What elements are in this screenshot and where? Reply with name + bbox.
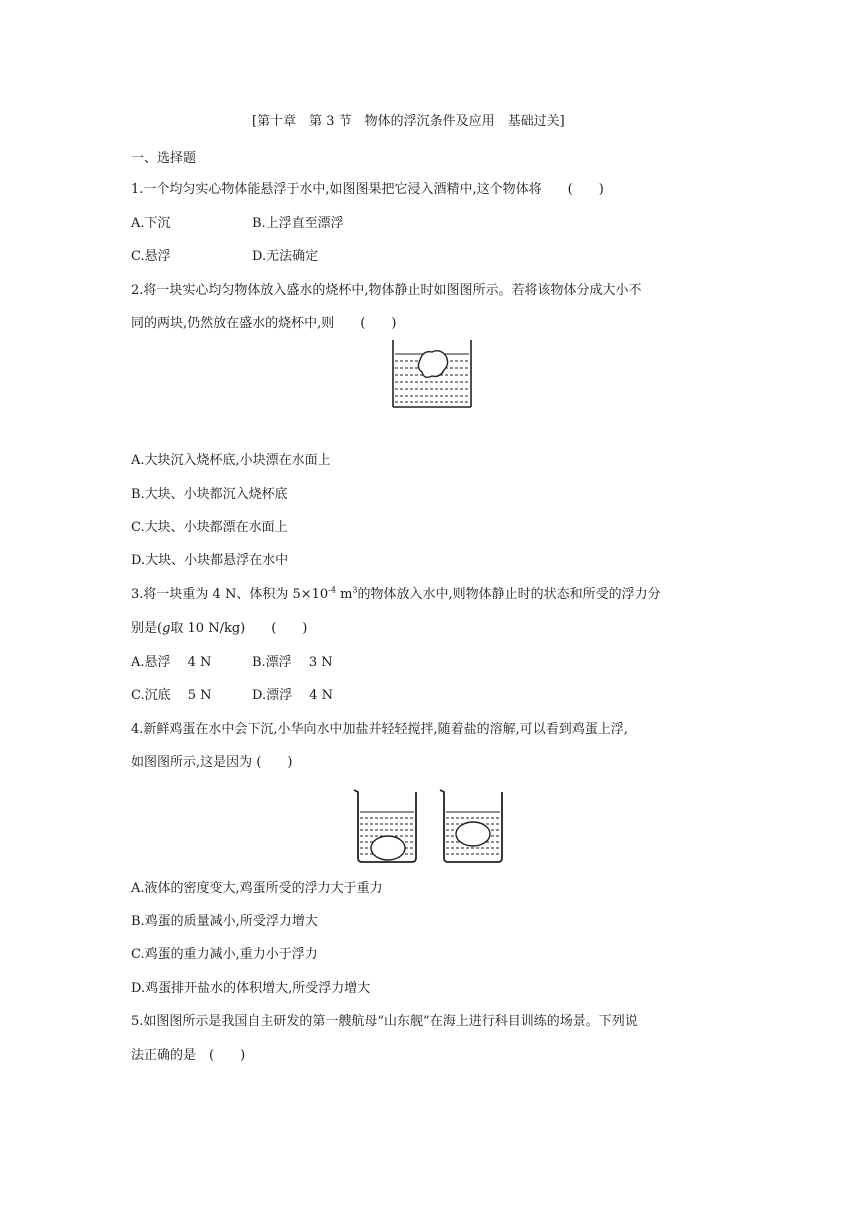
q1-option-d: D.无法确定 (252, 249, 319, 264)
q1-option-b: B.上浮直至漂浮 (252, 216, 344, 231)
q3-option-c: C.沉底 5 N (131, 688, 212, 703)
q3-stem-text-end: 的物体放入水中,则物体静止时的状态和所受的浮力分 (357, 587, 661, 602)
q3-option-b: B.漂浮 3 N (252, 655, 333, 670)
q2-option-d: D.大块、小块都悬浮在水中 (131, 553, 289, 568)
q4-stem-line1: 4.新鲜鸡蛋在水中会下沉,小华向水中加盐并轻轻搅拌,随着盐的溶解,可以看到鸡蛋上浮, (131, 722, 628, 737)
q3-line2-end: 取 10 N/kg) ( ) (170, 621, 308, 636)
q3-option-d: D.漂浮 4 N (252, 688, 334, 703)
q3-exponent: -4 (328, 585, 336, 595)
section-title: [第十章 第 3 节 物体的浮沉条件及应用 基础过关] (252, 114, 565, 129)
q1-option-a: A.下沉 (131, 216, 171, 231)
section-heading: 一、选择题 (131, 151, 197, 166)
q3-unit-exponent: 3 (352, 585, 358, 595)
q1-stem: 1.一个均匀实心物体能悬浮于水中,如图图果把它浸入酒精中,这个物体将 ( ) (131, 182, 604, 197)
q2-option-b: B.大块、小块都沉入烧杯底 (131, 487, 288, 502)
q5-stem-line2: 法正确的是 ( ) (131, 1048, 246, 1063)
q4-option-b: B.鸡蛋的质量减小,所受浮力增大 (131, 914, 318, 929)
q3-stem-line2 (131, 620, 307, 638)
q2-stem-line1: 2.将一块实心均匀物体放入盛水的烧杯中,物体静止时如图图所示。若将该物体分成大小不 (131, 283, 642, 298)
q5-stem-line1: 5.如图图所示是我国自主研发的第一艘航母“山东舰”在海上进行科目训练的场景。下列说 (131, 1014, 638, 1029)
beaker-figure-q2 (390, 338, 474, 410)
q3-stem-line1 (131, 586, 661, 604)
q3-stem-text: 3.将一块重为 4 N、体积为 5×10 (131, 587, 329, 602)
q4-option-c: C.鸡蛋的重力减小,重力小于浮力 (131, 947, 318, 962)
q2-option-a: A.大块沉入烧杯底,小块漂在水面上 (131, 453, 331, 468)
q1-option-c: C.悬浮 (131, 249, 171, 264)
q3-line2-start: 别是( (131, 621, 163, 636)
q4-option-d: D.鸡蛋排开盐水的体积增大,所受浮力增大 (131, 981, 371, 996)
q2-stem-line2: 同的两块,仍然放在盛水的烧杯中,则 ( ) (131, 316, 397, 331)
q4-stem-line2: 如图图所示,这是因为 ( ) (131, 755, 293, 770)
q3-unit: m (335, 587, 353, 602)
q3-option-a: A.悬浮 4 N (131, 655, 212, 670)
q2-option-c: C.大块、小块都漂在水面上 (131, 520, 288, 535)
beakers-figure-q4 (352, 786, 517, 866)
q3-g-symbol: g (162, 621, 171, 636)
q4-option-a: A.液体的密度变大,鸡蛋所受的浮力大于重力 (131, 881, 383, 896)
